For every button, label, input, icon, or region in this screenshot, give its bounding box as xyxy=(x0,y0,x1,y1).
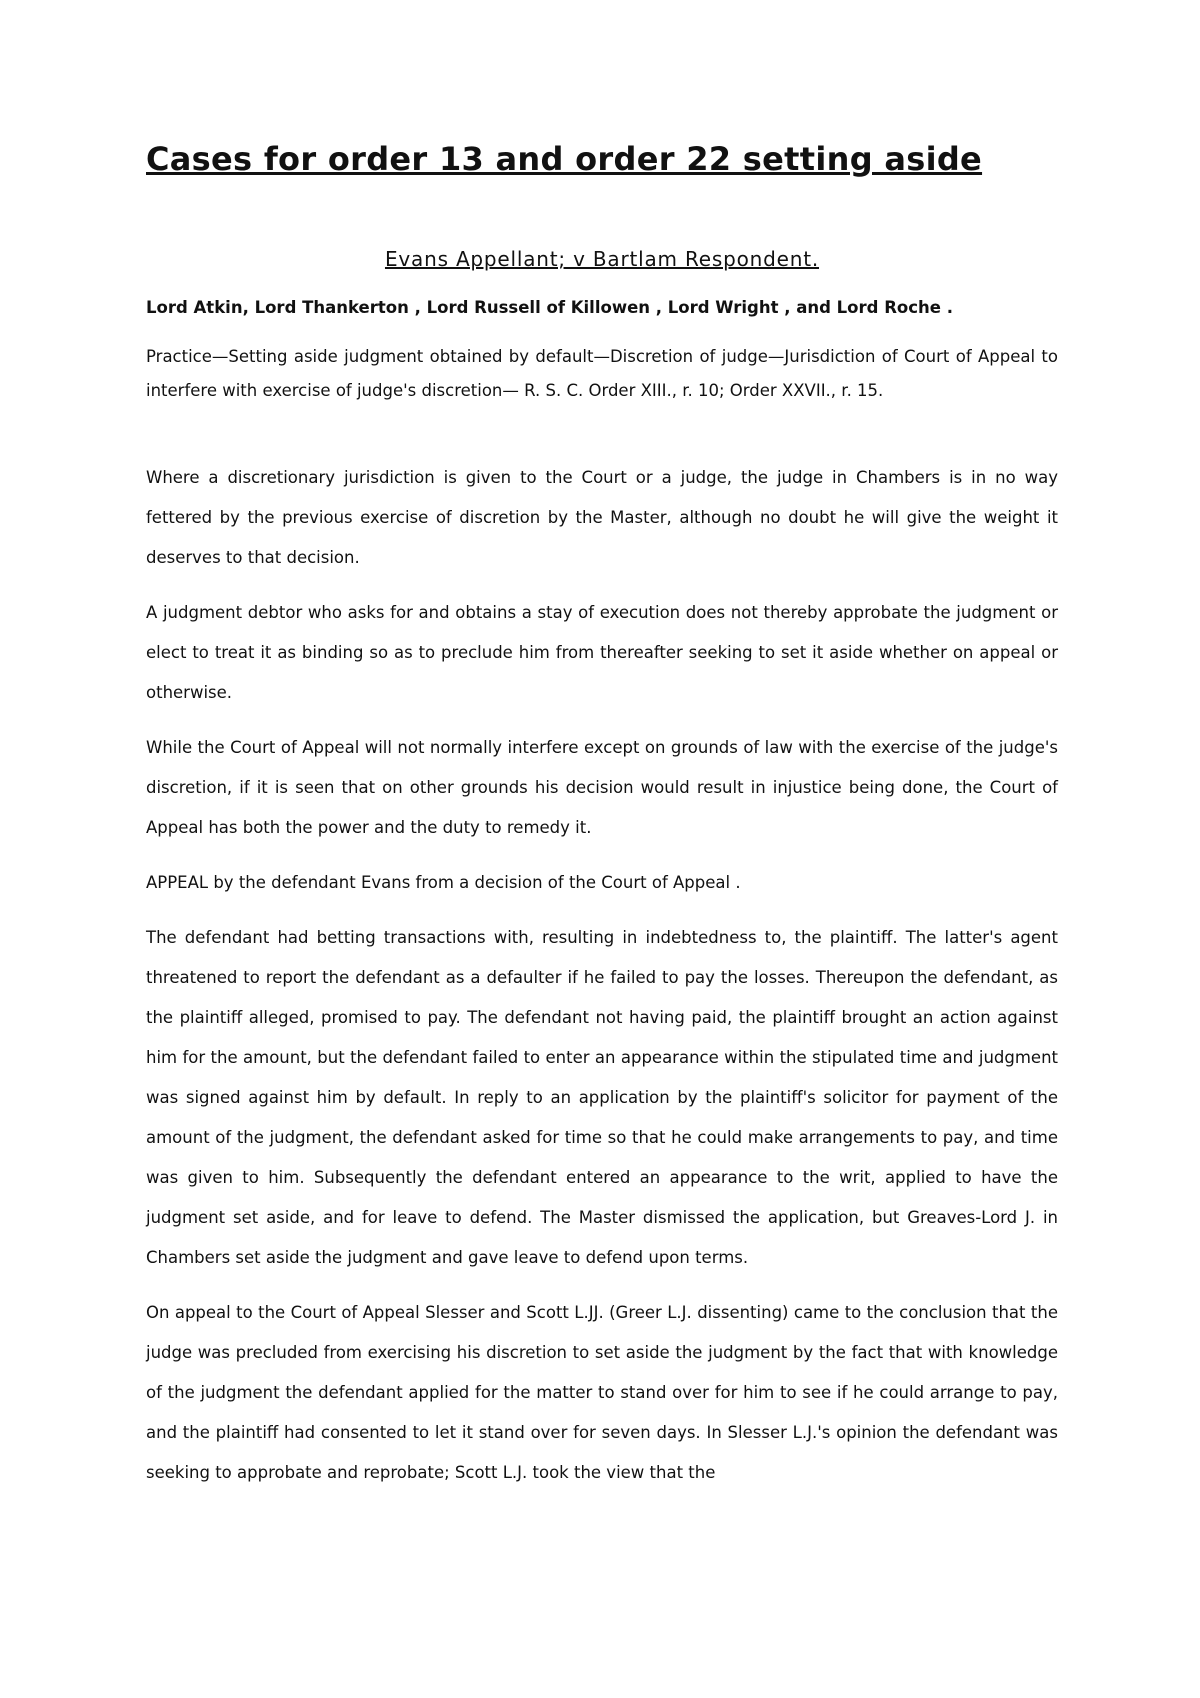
paragraph: Where a discretionary jurisdiction is given to the Court or a judge, the judge in Chambers is in no way fettered by the previous exercise of discretion by the Master, although no doubt he will give the weight it deserves to that decision. xyxy=(146,468,1058,567)
paragraph: While the Court of Appeal will not normally interfere except on grounds of law with the exercise of the judge's discretion, if it is seen that on other grounds his decision would result in injustice being done, the Court of Appeal has both the power and the duty to remedy it. xyxy=(146,738,1058,837)
paragraph: On appeal to the Court of Appeal Slesser and Scott L.JJ. (Greer L.J. dissenting) came to the conclusion that the judge was precluded from exercising his discretion to set aside the judgment by the fact that with knowledge of the judgment the defendant applied for the matter to stand over for him to see if he could arrange to pay, and the plaintiff had consented to let it stand over for seven days. In Slesser L.J.'s opinion the defendant was seeking to approbate and reprobate; Scott L.J. took the view that the xyxy=(146,1303,1058,1482)
body-text xyxy=(146,458,1058,1508)
headnote: Practice—Setting aside judgment obtained by default—Discretion of judge—Jurisdiction of Court of Appeal to interfere with exercise of judge's discretion— R. S. C. Order XIII., r. 10; Order XXVII., r. 15. xyxy=(146,347,1058,400)
case-title: Evans Appellant; v Bartlam Respondent. xyxy=(384,247,820,271)
document-title: Cases for order 13 and order 22 setting aside xyxy=(146,140,983,178)
paragraph: The defendant had betting transactions with, resulting in indebtedness to, the plaintiff. The latter's agent threatened to report the defendant as a defaulter if he failed to pay the losses. Thereupon the defendant, as the plaintiff alleged, promised to pay. The defendant not having paid, the plaintiff brought an action against him for the amount, but the defendant failed to enter an appearance within the stipulated time and judgment was signed against him by default. In reply to an application by the plaintiff's solicitor for payment of the amount of the judgment, the defendant asked for time so that he could make arrangements to pay, and time was given to him. Subsequently the defendant entered an appearance to the writ, applied to have the judgment set aside, and for leave to defend. The Master dismissed the application, but Greaves-Lord J. in Chambers set aside the judgment and gave leave to defend upon terms. xyxy=(146,928,1058,1267)
paragraph: A judgment debtor who asks for and obtains a stay of execution does not thereby approbate the judgment or elect to treat it as binding so as to preclude him from thereafter seeking to set it aside whether on appeal or otherwise. xyxy=(146,603,1058,702)
judges-line: Lord Atkin, Lord Thankerton , Lord Russell of Killowen , Lord Wright , and Lord Roche . xyxy=(146,298,953,317)
paragraph: APPEAL by the defendant Evans from a decision of the Court of Appeal . xyxy=(146,873,741,892)
